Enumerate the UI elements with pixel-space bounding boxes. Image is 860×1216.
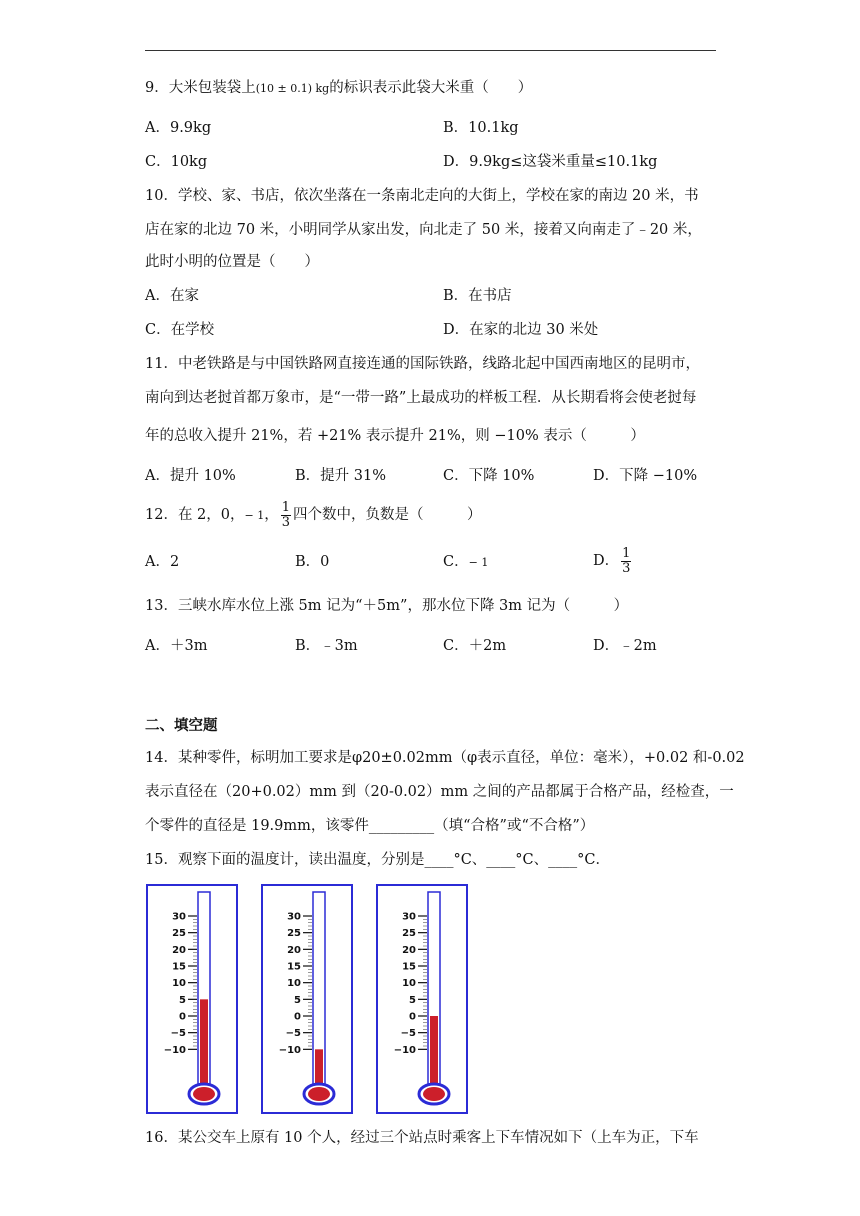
q9-option-a[interactable]: A．9.9kg — [145, 120, 212, 136]
q12-fraction — [281, 501, 291, 530]
question-14-line-2: 表示直径在（20+0.02）mm 到（20-0.02）mm 之间的产品都属于合格产品，经检查，一 — [145, 784, 734, 800]
thermometer-2 — [261, 884, 353, 1114]
q12-option-c-label: C． — [443, 554, 469, 570]
question-12-stem — [145, 498, 482, 533]
q9-option-d[interactable]: D．9.9kg≤这袋米重量≤10.1kg — [443, 154, 658, 170]
scale-label: −5 — [170, 1028, 186, 1040]
q10-option-b[interactable]: B．在书店 — [443, 288, 512, 304]
q13-option-a[interactable]: A．＋3m — [145, 638, 208, 654]
q12-option-c[interactable] — [443, 552, 488, 573]
bulb-mercury — [193, 1087, 215, 1101]
q12-separator: ， — [264, 507, 279, 523]
scale-label: 0 — [179, 1011, 186, 1023]
header-rule — [145, 50, 716, 51]
thermometer-1 — [146, 884, 238, 1114]
q11-option-a[interactable]: A．提升 10% — [145, 468, 236, 484]
scale-label: 5 — [294, 994, 301, 1006]
q9-weight-mark: (10 ± 0.1) kg — [255, 82, 330, 95]
mercury-column — [430, 1016, 438, 1092]
scale-label: 10 — [172, 978, 186, 990]
scale-label: −10 — [278, 1044, 301, 1056]
question-11-line-2: 南向到达老挝首都万象市，是“一带一路”上最成功的样板工程．从长期看将会使老挝每 — [145, 390, 697, 406]
scale-label: 20 — [402, 944, 416, 956]
scale-label: 20 — [287, 944, 301, 956]
q9-option-b[interactable]: B．10.1kg — [443, 120, 519, 136]
scale-label: 10 — [402, 978, 416, 990]
scale-label: −10 — [393, 1044, 416, 1056]
q10-option-d[interactable]: D．在家的北边 30 米处 — [443, 322, 599, 338]
thermometer-2-graphic — [263, 886, 351, 1112]
scale-label: 30 — [287, 911, 301, 923]
question-13-stem: 13．三峡水库水位上涨 5m 记为“＋5m”，那水位下降 3m 记为（ ） — [145, 598, 629, 614]
thermometer-1-graphic — [148, 886, 236, 1112]
question-10-line-2: 店在家的北边 70 米，小明同学从家出发，向北走了 50 米，接着又向南走了﹣20 米， — [145, 222, 702, 238]
q13-option-b[interactable]: B．﹣3m — [295, 638, 358, 654]
q12-neg-one: − 1 — [244, 509, 265, 522]
bulb-mercury — [308, 1087, 330, 1101]
q9-text-a: 9．大米包装袋上 — [145, 80, 256, 96]
q12-option-d-fraction — [621, 547, 631, 576]
q9-option-c[interactable]: C．10kg — [145, 154, 208, 170]
q12-option-c-value: − 1 — [468, 556, 489, 569]
scale-label: 15 — [402, 961, 416, 973]
scale-label: 25 — [402, 928, 416, 940]
q12-frac-numerator: 1 — [281, 499, 291, 515]
q11-option-c[interactable]: C．下降 10% — [443, 468, 535, 484]
question-16-line-1: 16．某公交车上原有 10 个人，经过三个站点时乘客上下车情况如下（上车为正，下车 — [145, 1130, 699, 1146]
section-title-fill-in: 二、填空题 — [145, 718, 218, 734]
q12-frac-denominator: 3 — [281, 514, 291, 530]
q12-text-a: 12．在 2，0， — [145, 507, 245, 523]
thermometer-3-graphic — [378, 886, 466, 1112]
q12-text-b: 四个数中，负数是（ ） — [293, 507, 482, 523]
scale-label: 25 — [287, 928, 301, 940]
question-10-line-3: 此时小明的位置是（ ） — [145, 254, 319, 270]
scale-label: 10 — [287, 978, 301, 990]
mercury-column — [200, 999, 208, 1092]
scale-label: −5 — [285, 1028, 301, 1040]
bulb-mercury — [423, 1087, 445, 1101]
q12-option-d[interactable] — [593, 542, 633, 580]
question-15-stem: 15．观察下面的温度计，读出温度，分别是____°C、____°C、____°C． — [145, 852, 610, 868]
q12-option-d-label: D． — [593, 553, 620, 569]
scale-label: 20 — [172, 944, 186, 956]
q11-option-b[interactable]: B．提升 31% — [295, 468, 386, 484]
scale-label: 5 — [179, 994, 186, 1006]
q12-option-a[interactable]: A．2 — [145, 554, 180, 570]
q12-optd-denominator: 3 — [622, 560, 631, 576]
question-14-line-3: 个零件的直径是 19.9mm，该零件_________（填“合格”或“不合格”） — [145, 818, 595, 834]
question-11-line-1: 11．中老铁路是与中国铁路网直接连通的国际铁路，线路北起中国西南地区的昆明市， — [145, 356, 700, 372]
scale-label: 15 — [287, 961, 301, 973]
thermometer-3 — [376, 884, 468, 1114]
question-9-stem — [145, 78, 532, 99]
q9-text-b: 的标识表示此袋大米重（ ） — [329, 80, 533, 96]
scale-label: 5 — [409, 994, 416, 1006]
scale-label: 30 — [402, 911, 416, 923]
scale-label: −10 — [163, 1044, 186, 1056]
q11-option-d[interactable]: D．下降 −10% — [593, 468, 698, 484]
question-14-line-1: 14．某种零件，标明加工要求是φ20±0.02mm（φ表示直径，单位：毫米），+0.02 和-0.02 — [145, 750, 745, 766]
question-10-line-1: 10．学校、家、书店，依次坐落在一条南北走向的大街上，学校在家的南边 20 米，书 — [145, 188, 699, 204]
question-11-line-3: 年的总收入提升 21%，若 +21% 表示提升 21%，则 −10% 表示（ ） — [145, 428, 645, 444]
scale-label: −5 — [400, 1028, 416, 1040]
scale-label: 0 — [294, 1011, 301, 1023]
scale-label: 15 — [172, 961, 186, 973]
q13-option-c[interactable]: C．＋2m — [443, 638, 507, 654]
scale-label: 25 — [172, 928, 186, 940]
q13-option-d[interactable]: D．﹣2m — [593, 638, 657, 654]
q12-optd-numerator: 1 — [622, 545, 631, 561]
scale-label: 0 — [409, 1011, 416, 1023]
q10-option-c[interactable]: C．在学校 — [145, 322, 215, 338]
q10-option-a[interactable]: A．在家 — [145, 288, 199, 304]
scale-label: 30 — [172, 911, 186, 923]
q12-option-b[interactable]: B．0 — [295, 554, 330, 570]
